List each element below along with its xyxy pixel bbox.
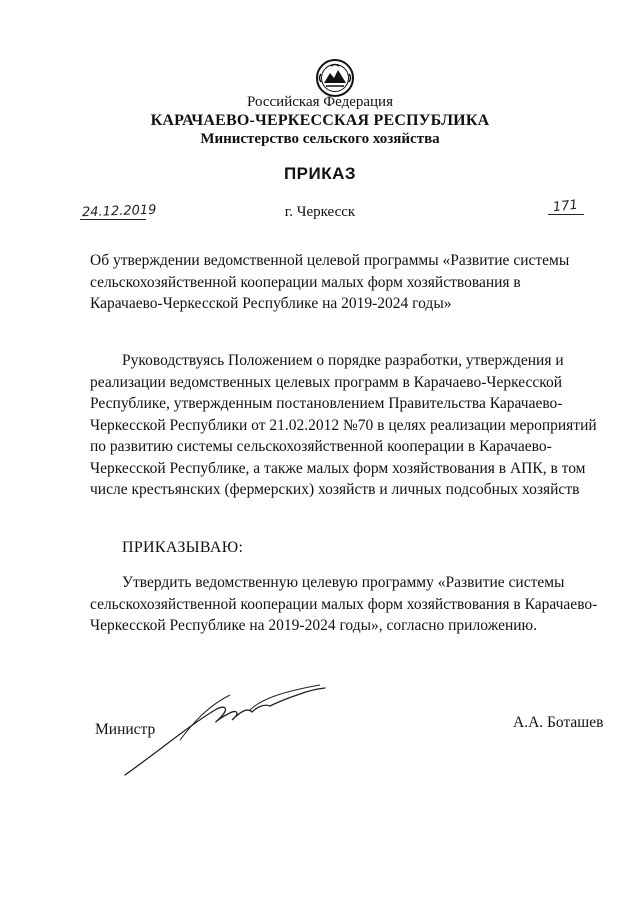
coat-of-arms-icon [315, 58, 355, 98]
preamble-line: Республике, утвержденным постановлением Правительства Карачаево- [90, 395, 563, 412]
order-line: сельскохозяйственной кооперации малых форм хозяйствования в Карачаево- [90, 595, 598, 613]
ministry-name: Министерство сельского хозяйства [200, 131, 440, 147]
republic-name: КАРАЧАЕВО-ЧЕРКЕССКАЯ РЕСПУБЛИКА [150, 112, 490, 129]
subject-line: сельскохозяйственной кооперации малых форм хозяйствования в [90, 273, 521, 291]
order-keyword: ПРИКАЗЫВАЮ: [122, 539, 244, 556]
order-line: Черкесской Республике на 2019-2024 годы», согласно приложению. [90, 617, 538, 634]
preamble-line: реализации ведомственных целевых программ в Карачаево-Черкесской [90, 373, 563, 391]
preamble-line: по развитию системы сельскохозяйственной кооперации в Карачаево- [90, 438, 552, 455]
preamble-line: числе крестьянских (фермерских) хозяйств и личных подсобных хозяйств [90, 481, 580, 498]
signatory-name: А.А. Боташев [513, 714, 604, 731]
handwritten-number: 171 [552, 197, 579, 216]
handwritten-signature [120, 680, 330, 780]
preamble-line: Черкесской Республике, а также малых форм хозяйствования в АПК, в том [90, 459, 586, 477]
subject-line: Об утверждении ведомственной целевой программы «Развитие системы [90, 252, 570, 269]
order-line: Утвердить ведомственную целевую программу «Развитие системы [122, 574, 565, 591]
document-type-title: ПРИКАЗ [283, 164, 357, 183]
preamble-paragraph [90, 350, 602, 501]
preamble-line: Черкесской Республики от 21.02.2012 №70 в целях реализации мероприятий [90, 416, 597, 434]
order-paragraph [90, 572, 602, 637]
preamble-line: Руководствуясь Положением о порядке разработки, утверждения и [122, 352, 564, 369]
document-subject [90, 250, 602, 315]
handwritten-date: 24.12.2019 [81, 202, 157, 221]
signatory-title: Министр [95, 721, 156, 738]
subject-line: Карачаево-Черкесской Республике на 2019-2024 годы» [90, 295, 452, 312]
country-name: Российская Федерация [247, 94, 393, 110]
number-underline [548, 214, 584, 215]
city-name: г. Черкесск [284, 204, 356, 220]
